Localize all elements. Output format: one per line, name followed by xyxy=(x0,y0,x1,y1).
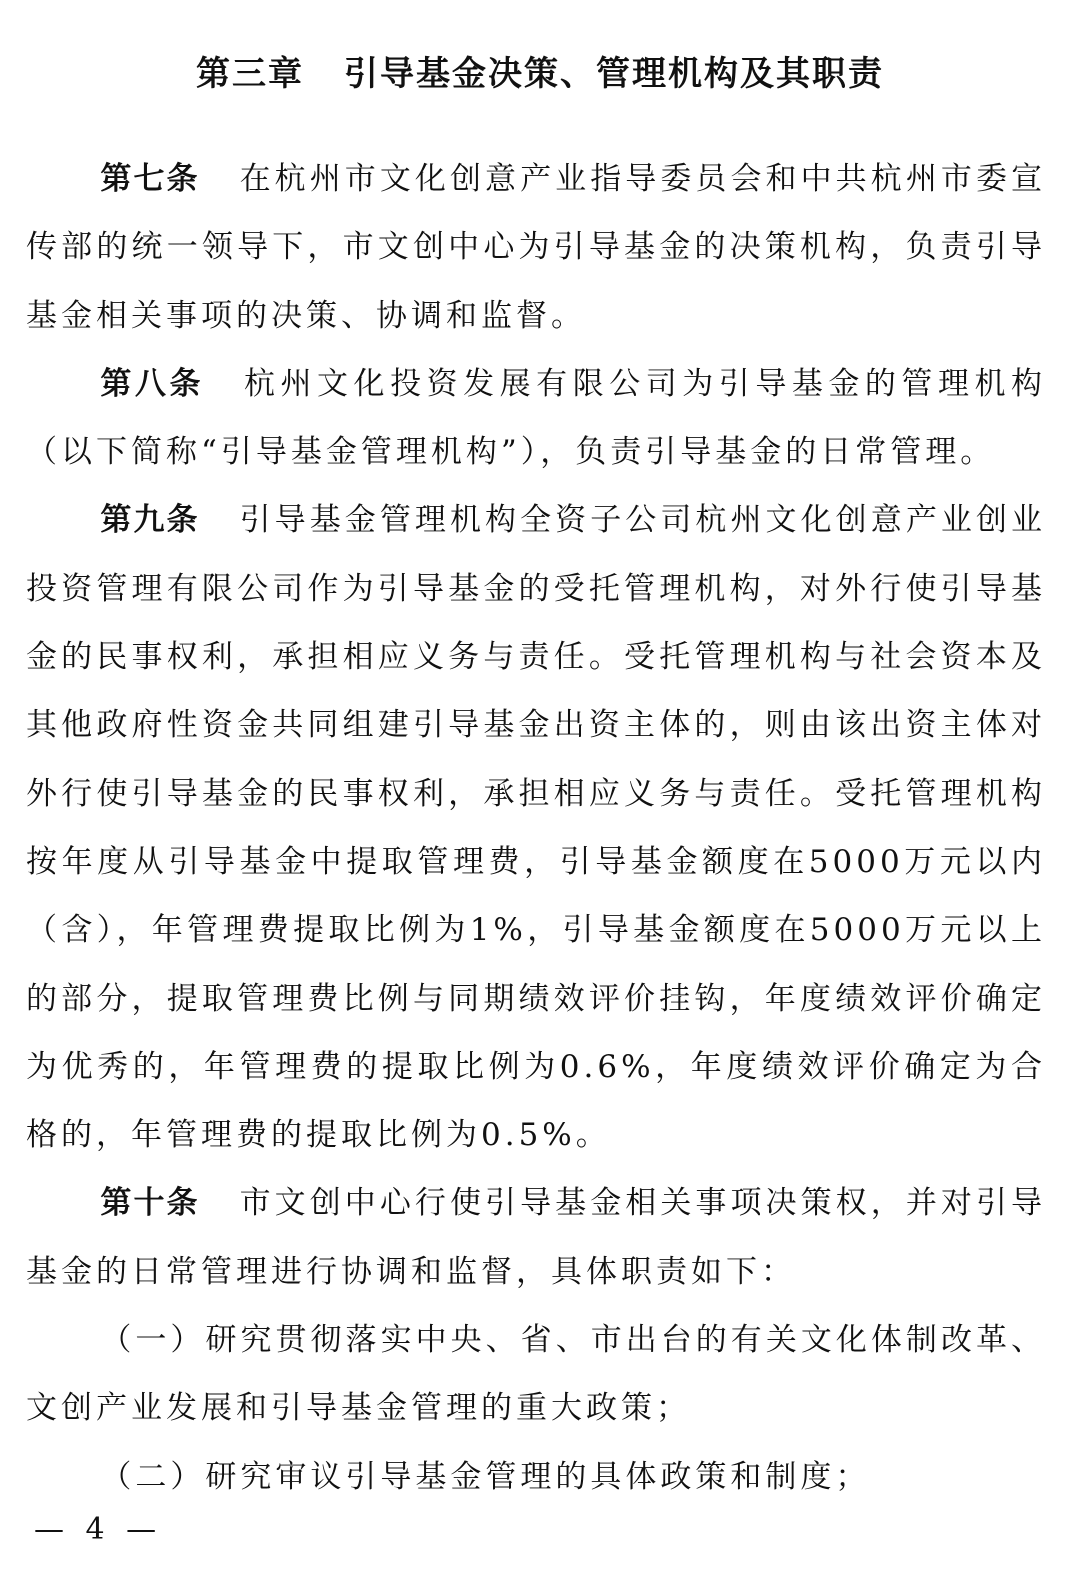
list-item: （一）研究贯彻落实中央、省、市出台的有关文化体制改革、文创产业发展和引导基金管理的重大政策； xyxy=(26,1322,1046,1427)
article-text: 市文创中心行使引导基金相关事项决策权，并对引导基金的日常管理进行协调和监督，具体职责如下： xyxy=(26,1185,1047,1290)
article-paragraph xyxy=(26,1169,1046,1306)
article-text: 杭州文化投资发展有限公司为引导基金的管理机构（以下简称“引导基金管理机构”），负责引导基金的日常管理。 xyxy=(26,365,1046,471)
page-number: — 4 — xyxy=(34,1512,163,1547)
article-number: 第九条 xyxy=(100,502,200,539)
article-text: 在杭州市文化创意产业指导委员会和中共杭州市委宣传部的统一领导下，市文创中心为引导基金的决策机构，负责引导基金相关事项的决策、协调和监督。 xyxy=(26,161,1047,334)
article-number: 第八条 xyxy=(100,365,204,402)
article-paragraph xyxy=(26,350,1046,487)
list-item: （二）研究审议引导基金管理的具体政策和制度； xyxy=(100,1458,871,1495)
article-number: 第十条 xyxy=(100,1185,200,1222)
article-text: 引导基金管理机构全资子公司杭州文化创意产业创业投资管理有限公司作为引导基金的受托管理机构，对外行使引导基金的民事权利，承担相应义务与责任。受托管理机构与社会资本及其他政府性资金共同组建引导基金出资主体的，则由该出资主体对外行使引导基金的民事权利，承担相应义务与责任。受托管理机构按年度从引导基金中提取管理费，引导基金额度在5000万元以内（含），年管理费提取比例为1%，引导基金额度在5000万元以上的部分，提取管理费比例与同期绩效评价挂钩，年度绩效评价确定为优秀的，年管理费的提取比例为0.6%，年度绩效评价确定为合格的，年管理费的提取比例为0.5%。 xyxy=(26,502,1047,1154)
article-number: 第七条 xyxy=(100,161,200,197)
document-body xyxy=(26,145,1046,1511)
chapter-heading xyxy=(0,48,1080,100)
article-paragraph xyxy=(26,145,1046,350)
chapter-title: 引导基金决策、管理机构及其职责 xyxy=(344,54,884,94)
article-paragraph xyxy=(26,486,1046,1169)
chapter-number: 第三章 xyxy=(196,54,304,94)
